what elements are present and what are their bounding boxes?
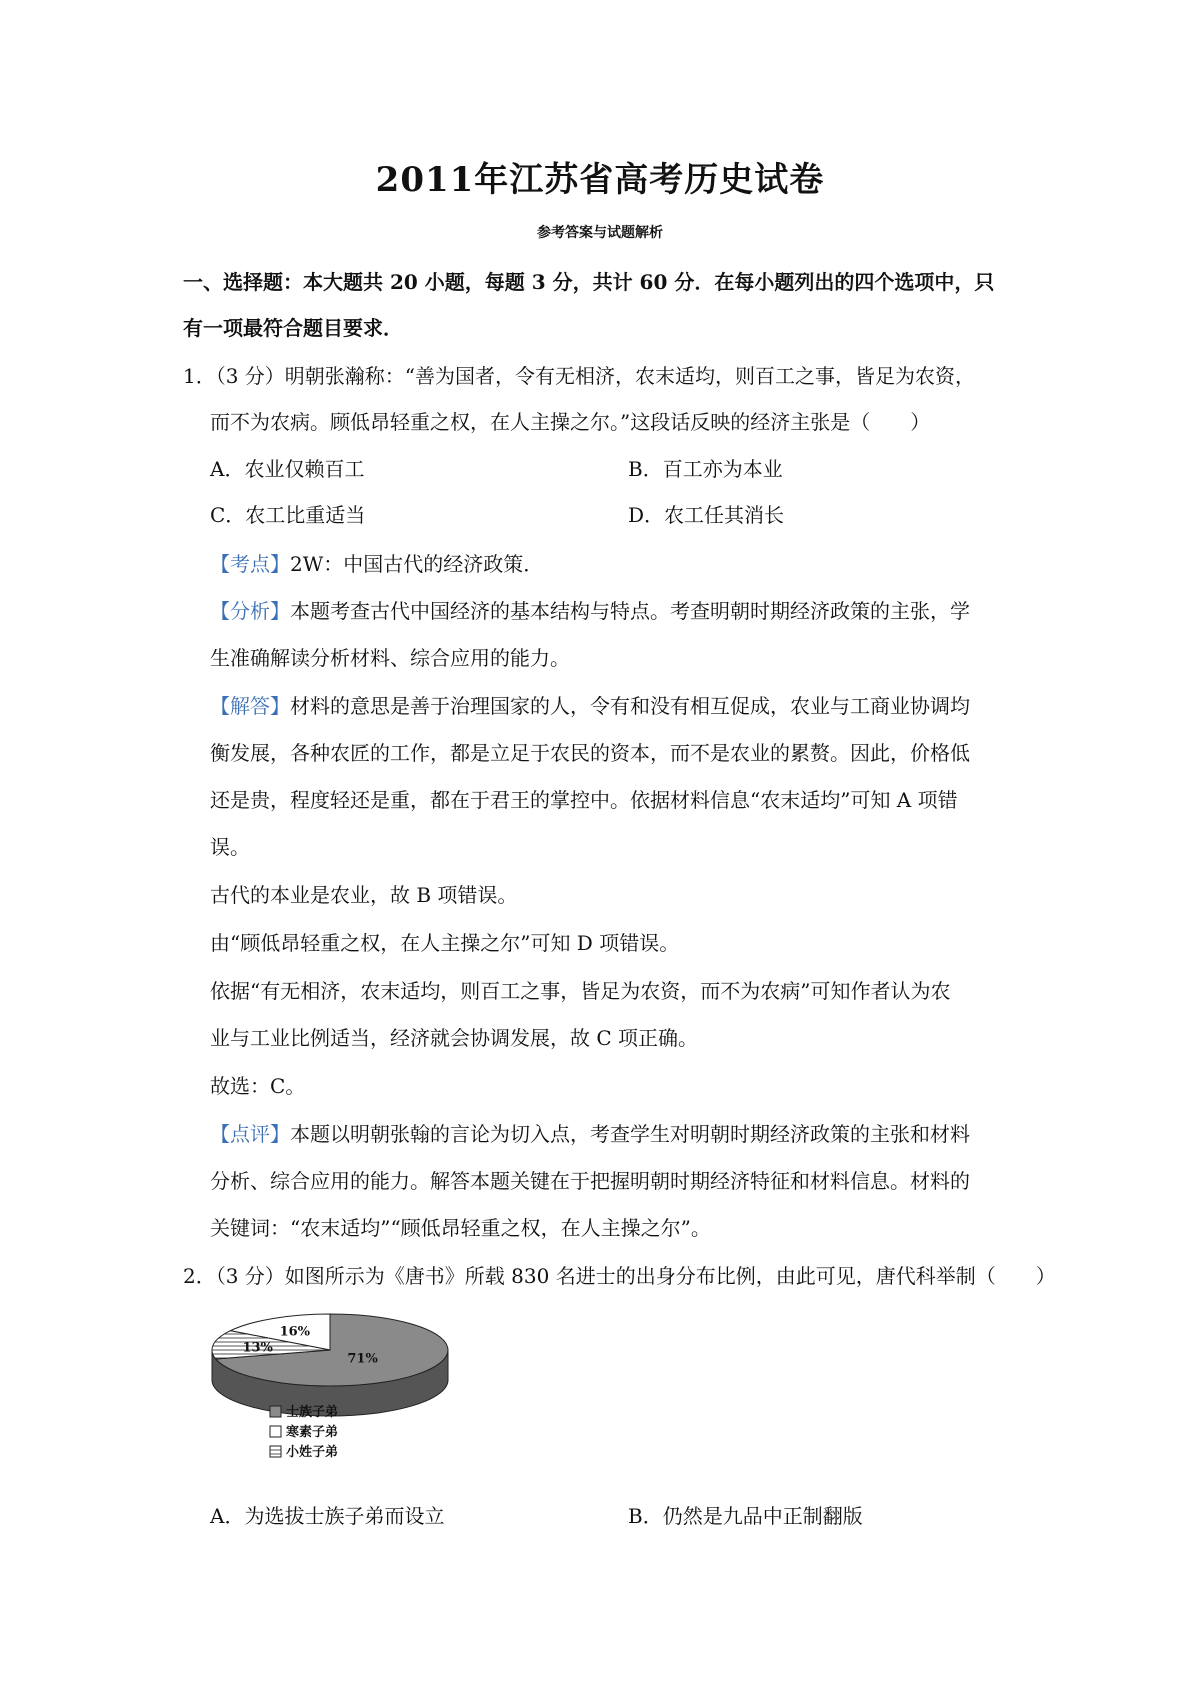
pie-chart-svg [210,1308,450,1478]
dianping-text-1: 本题以明朝张翰的言论为切入点，考查学生对明朝时期经济政策的主张和材料 [290,1122,970,1146]
page-title: 2011年江苏省高考历史试卷 [375,160,825,200]
pie-label-1: 16% [279,1324,311,1340]
q1-option-a: A．农业仅赖百工 [210,457,365,481]
q2-stem: 2．（3 分）如图所示为《唐书》所载 830 名进士的出身分布比例，由此可见，唐代科举制（ ） [183,1264,1056,1288]
q1-jieda-line1 [210,692,970,720]
q1-jieda-line6: 由“顾低昂轻重之权，在人主操之尔”可知 D 项错误。 [210,931,680,955]
legend-swatch-1 [270,1426,281,1437]
q2-option-b: B．仍然是九品中正制翻版 [628,1504,863,1528]
q1-fenxi-line1 [210,597,970,625]
q1-jieda-line8: 业与工业比例适当，经济就会协调发展，故 C 项正确。 [210,1026,699,1050]
pie-chart [210,1308,450,1482]
q1-dianping-line3: 关键词：“农末适均”“顾低昂轻重之权，在人主操之尔”。 [210,1216,711,1240]
section-heading-line1: 一、选择题：本大题共 20 小题，每题 3 分，共计 60 分．在每小题列出的四个选项中，只 [183,270,995,294]
q1-option-c: C．农工比重适当 [210,503,366,527]
q1-jieda-line7: 依据“有无相济，农末适均，则百工之事，皆足为农资，而不为农病”可知作者认为农 [210,979,951,1003]
q1-jieda-line9: 故选：C。 [210,1074,306,1098]
q1-jieda-line5: 古代的本业是农业，故 B 项错误。 [210,883,518,907]
fenxi-tag: 【分析】 [210,599,290,623]
legend-label-1: 寒素子弟 [286,1425,339,1440]
jieda-tag: 【解答】 [210,694,290,718]
pie-legend [270,1404,338,1460]
q1-option-d: D．农工任其消长 [628,503,785,527]
kaodian-text: 2W：中国古代的经济政策． [290,552,544,576]
q1-stem-line2: 而不为农病。顾低昂轻重之权，在人主操之尔。”这段话反映的经济主张是（ ） [210,410,931,434]
q1-jieda-line2: 衡发展，各种农匠的工作，都是立足于农民的资本，而不是农业的累赘。因此，价格低 [210,741,970,765]
q1-option-b: B．百工亦为本业 [628,457,783,481]
page-subtitle: 参考答案与试题解析 [537,225,663,241]
legend-label-2: 小姓子弟 [286,1445,339,1460]
jieda-text-1: 材料的意思是善于治理国家的人，令有和没有相互促成，农业与工商业协调均 [290,694,970,718]
legend-swatch-0 [270,1406,281,1417]
legend-swatch-2 [270,1446,281,1457]
kaodian-tag: 【考点】 [210,552,290,576]
dianping-tag: 【点评】 [210,1122,290,1146]
pie-label-2: 13% [242,1340,273,1356]
section-heading-line2: 有一项最符合题目要求． [183,316,403,340]
q1-fenxi-line2: 生准确解读分析材料、综合应用的能力。 [210,646,570,670]
q1-kaodian [210,550,543,578]
legend-label-0: 士族子弟 [286,1405,339,1420]
q1-stem-line1: 1．（3 分）明朝张瀚称：“善为国者，令有无相济，农末适均，则百工之事，皆足为农资， [183,364,976,388]
q1-dianping-line1 [210,1120,970,1148]
q1-jieda-line3: 还是贵，程度轻还是重，都在于君王的掌控中。依据材料信息“农末适均”可知 A 项错 [210,788,958,812]
q1-dianping-line2: 分析、综合应用的能力。解答本题关键在于把握明朝时期经济特征和材料信息。材料的 [210,1169,970,1193]
q2-option-a: A．为选拔士族子弟而设立 [210,1504,445,1528]
pie-label-0: 71% [347,1351,378,1367]
q1-jieda-line4: 误。 [210,835,250,859]
fenxi-text-1: 本题考查古代中国经济的基本结构与特点。考查明朝时期经济政策的主张，学 [290,599,970,623]
